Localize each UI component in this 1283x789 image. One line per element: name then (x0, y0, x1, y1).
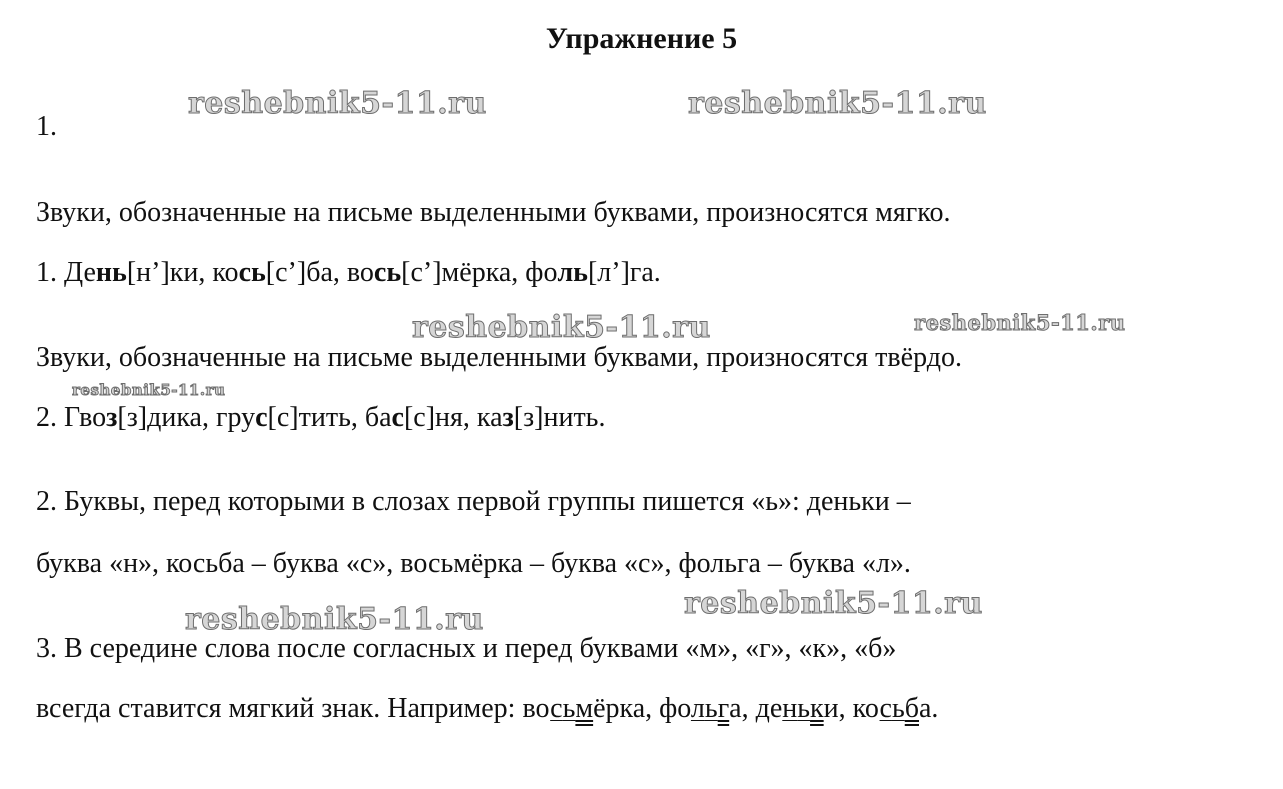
watermark: reshebnik5-11.ru (914, 310, 1126, 335)
task2-line1: 2. Буквы, перед которыми в слозах первой группы пишется «ь»: деньки – (36, 486, 911, 517)
exercise-title: Упражнение 5 (545, 22, 738, 55)
watermark: reshebnik5-11.ru (188, 86, 487, 121)
hard-sounds-examples: 2. Гвоз[з]дика, грус[с]тить, бас[с]ня, каз[з]нить. (36, 402, 606, 433)
task3-line2: всегда ставится мягкий знак. Например: восьмёрка, фольга, деньки, косьба. (36, 693, 939, 724)
watermark: reshebnik5-11.ru (688, 86, 987, 121)
task2-line2: буква «н», косьба – буква «с», восьмёрка – буква «с», фольга – буква «л». (36, 548, 911, 579)
soft-sounds-intro: Звуки, обозначенные на письме выделенными буквами, произносятся мягко. (36, 197, 951, 228)
task1-number: 1. (36, 111, 57, 142)
watermark: reshebnik5-11.ru (412, 310, 711, 345)
watermark: reshebnik5-11.ru (185, 602, 484, 637)
watermark: reshebnik5-11.ru (72, 381, 226, 399)
soft-sounds-examples: 1. День[н’]ки, кось[с’]ба, вось[с’]мёрка, фоль[л’]га. (36, 257, 661, 288)
task3-line1: 3. В середине слова после согласных и перед буквами «м», «г», «к», «б» (36, 633, 897, 664)
watermark: reshebnik5-11.ru (684, 586, 983, 621)
hard-sounds-intro: Звуки, обозначенные на письме выделенными буквами, произносятся твёрдо. (36, 342, 962, 373)
